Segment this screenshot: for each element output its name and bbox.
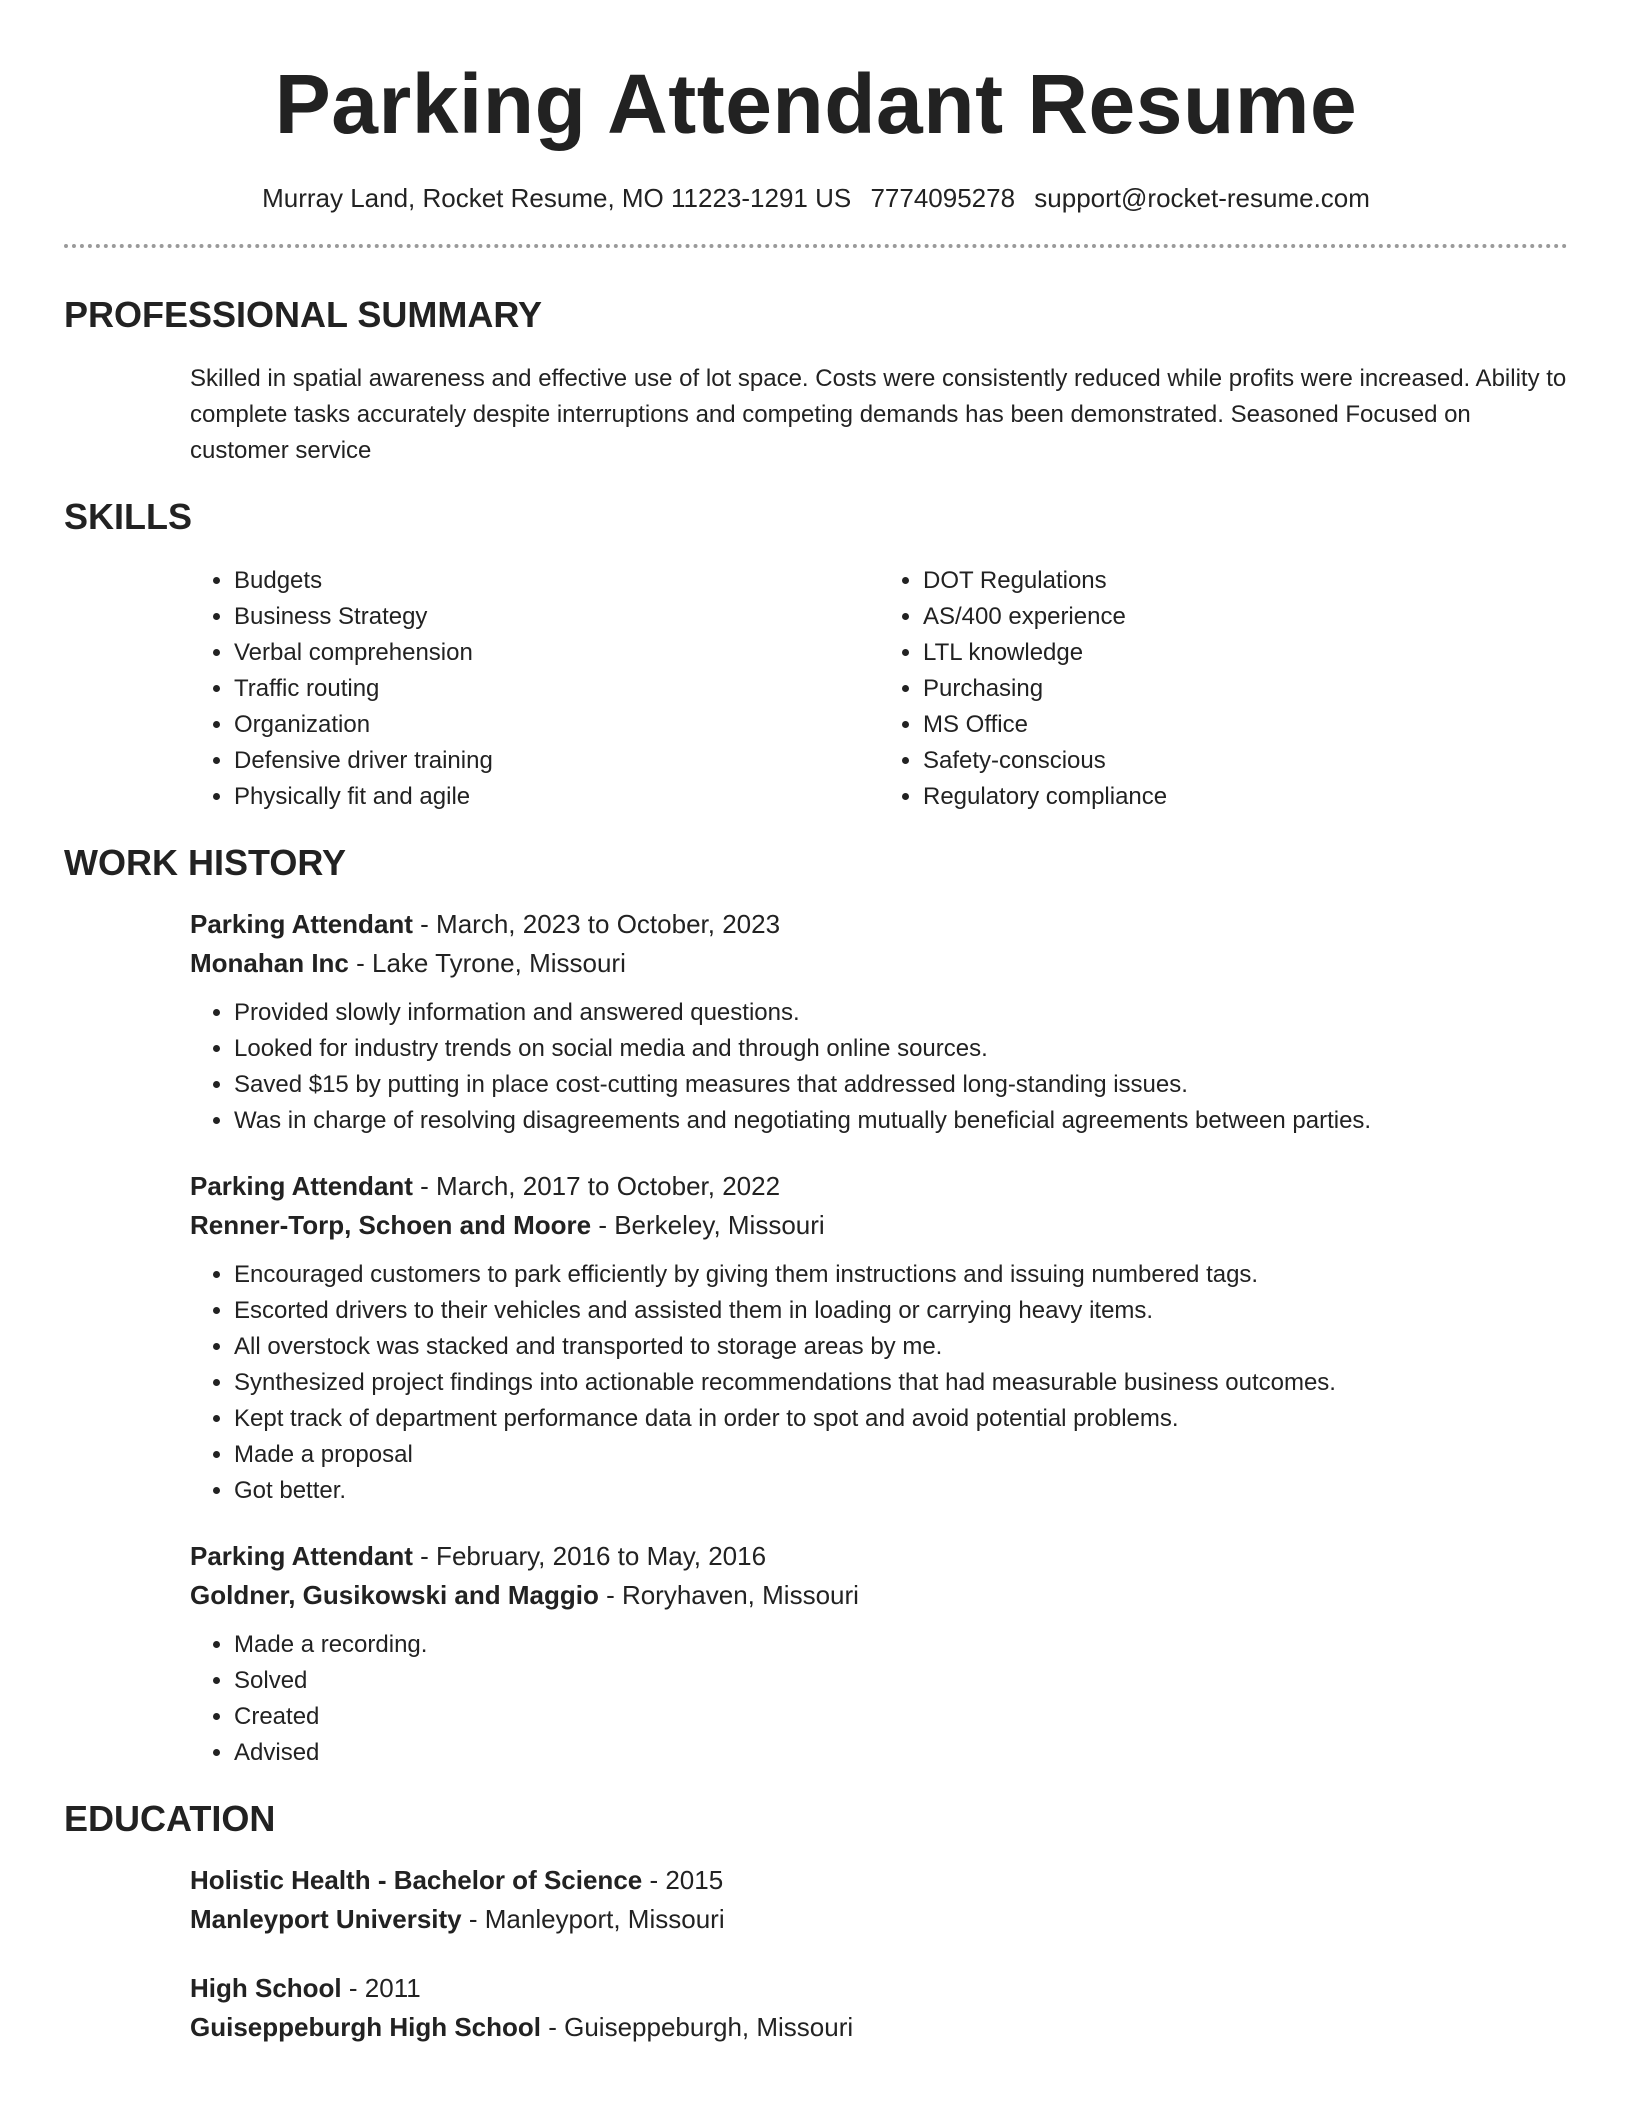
- summary-text: Skilled in spatial awareness and effective use of lot space. Costs were consistently reduced while profits were increased. Ability to complete tasks accurately despite interruptions and competing demands has been demonstrated. Seasoned Focused on customer service: [190, 365, 1567, 464]
- skill-item: • AS/400 experience: [923, 599, 1568, 635]
- education-school: Manleyport University: [190, 1904, 462, 1934]
- job-company-line: [190, 1576, 1568, 1615]
- job-company: Renner-Torp, Schoen and Moore: [190, 1210, 592, 1240]
- skill-item: • Regulatory compliance: [923, 779, 1568, 815]
- skill-item: • Business Strategy: [234, 599, 879, 635]
- job-bullet: • Kept track of department performance data in order to spot and avoid potential problems.: [234, 1401, 1568, 1437]
- job-company: Goldner, Gusikowski and Maggio: [190, 1580, 599, 1610]
- job-bullets: [190, 1257, 1568, 1509]
- education-school-line: [190, 1900, 1568, 1939]
- skill-item: • LTL knowledge: [923, 635, 1568, 671]
- summary-heading: PROFESSIONAL SUMMARY: [64, 294, 543, 335]
- job-bullet: • Synthesized project findings into actionable recommendations that had measurable business outcomes.: [234, 1365, 1568, 1401]
- job-title: Parking Attendant: [190, 1541, 413, 1571]
- job-bullet: • Escorted drivers to their vehicles and assisted them in loading or carrying heavy items.: [234, 1293, 1568, 1329]
- skills-column-right: [879, 563, 1568, 815]
- job-title-line: [190, 1537, 1568, 1576]
- skills-column-left: [190, 563, 879, 815]
- skill-item: • Purchasing: [923, 671, 1568, 707]
- skills-heading: SKILLS: [64, 496, 193, 537]
- skill-item: • Organization: [234, 707, 879, 743]
- job-title-line: [190, 1167, 1568, 1206]
- job-entry: [64, 1167, 1568, 1509]
- education-year: - 2011: [341, 1973, 421, 2003]
- job-title: Parking Attendant: [190, 1171, 413, 1201]
- contact-line: [64, 180, 1568, 216]
- work-history-heading: WORK HISTORY: [64, 842, 347, 883]
- job-company-line: [190, 944, 1568, 983]
- job-bullet: • Saved $15 by putting in place cost-cutting measures that addressed long-standing issues.: [234, 1067, 1568, 1103]
- education-year: - 2015: [642, 1865, 724, 1895]
- job-dates: - February, 2016 to May, 2016: [412, 1541, 767, 1571]
- skill-item: • Traffic routing: [234, 671, 879, 707]
- education-degree-line: [190, 1861, 1568, 1900]
- skill-item: • Budgets: [234, 563, 879, 599]
- job-bullet: • Made a proposal: [234, 1437, 1568, 1473]
- job-company-line: [190, 1206, 1568, 1245]
- job-entry: [64, 1537, 1568, 1771]
- skill-item: • Physically fit and agile: [234, 779, 879, 815]
- contact-email: support@rocket-resume.com: [1034, 183, 1370, 213]
- job-entry: [64, 905, 1568, 1139]
- job-bullet: • Was in charge of resolving disagreements and negotiating mutually beneficial agreements between parties.: [234, 1103, 1568, 1139]
- job-bullet: • Solved: [234, 1663, 1568, 1699]
- job-location: - Berkeley, Missouri: [591, 1210, 825, 1240]
- education-location: - Guiseppeburgh, Missouri: [541, 2012, 854, 2042]
- header-divider: [64, 244, 1568, 248]
- job-bullets: [190, 995, 1568, 1139]
- job-dates: - March, 2017 to October, 2022: [412, 1171, 781, 1201]
- skills-list: [64, 563, 1568, 815]
- job-bullet: • Advised: [234, 1735, 1568, 1771]
- job-location: - Lake Tyrone, Missouri: [348, 948, 626, 978]
- job-title-line: [190, 905, 1568, 944]
- job-dates: - March, 2023 to October, 2023: [412, 909, 781, 939]
- job-bullet: • Looked for industry trends on social media and through online sources.: [234, 1031, 1568, 1067]
- job-bullet: • Provided slowly information and answered questions.: [234, 995, 1568, 1031]
- education-degree: Holistic Health - Bachelor of Science: [190, 1865, 643, 1895]
- education-entry: [64, 1969, 1568, 2047]
- job-title: Parking Attendant: [190, 909, 413, 939]
- education-school: Guiseppeburgh High School: [190, 2012, 541, 2042]
- education-heading: EDUCATION: [64, 1798, 276, 1839]
- job-bullet: • Got better.: [234, 1473, 1568, 1509]
- job-location: - Roryhaven, Missouri: [598, 1580, 859, 1610]
- skill-item: • Safety-conscious: [923, 743, 1568, 779]
- job-bullet: • All overstock was stacked and transported to storage areas by me.: [234, 1329, 1568, 1365]
- skill-item: • Verbal comprehension: [234, 635, 879, 671]
- skill-item: • DOT Regulations: [923, 563, 1568, 599]
- contact-address: Murray Land, Rocket Resume, MO 11223-1291 US: [262, 183, 852, 213]
- education-location: - Manleyport, Missouri: [461, 1904, 725, 1934]
- education-entry: [64, 1861, 1568, 1939]
- education-degree-line: [190, 1969, 1568, 2008]
- skill-item: • Defensive driver training: [234, 743, 879, 779]
- resume-title: Parking Attendant Resume: [274, 57, 1358, 151]
- job-bullet: • Made a recording.: [234, 1627, 1568, 1663]
- job-bullets: [190, 1627, 1568, 1771]
- job-company: Monahan Inc: [190, 948, 349, 978]
- contact-phone: 7774095278: [870, 183, 1016, 213]
- job-bullet: • Encouraged customers to park efficiently by giving them instructions and issuing numbered tags.: [234, 1257, 1568, 1293]
- education-school-line: [190, 2008, 1568, 2047]
- education-degree: High School: [190, 1973, 342, 2003]
- job-bullet: • Created: [234, 1699, 1568, 1735]
- skill-item: • MS Office: [923, 707, 1568, 743]
